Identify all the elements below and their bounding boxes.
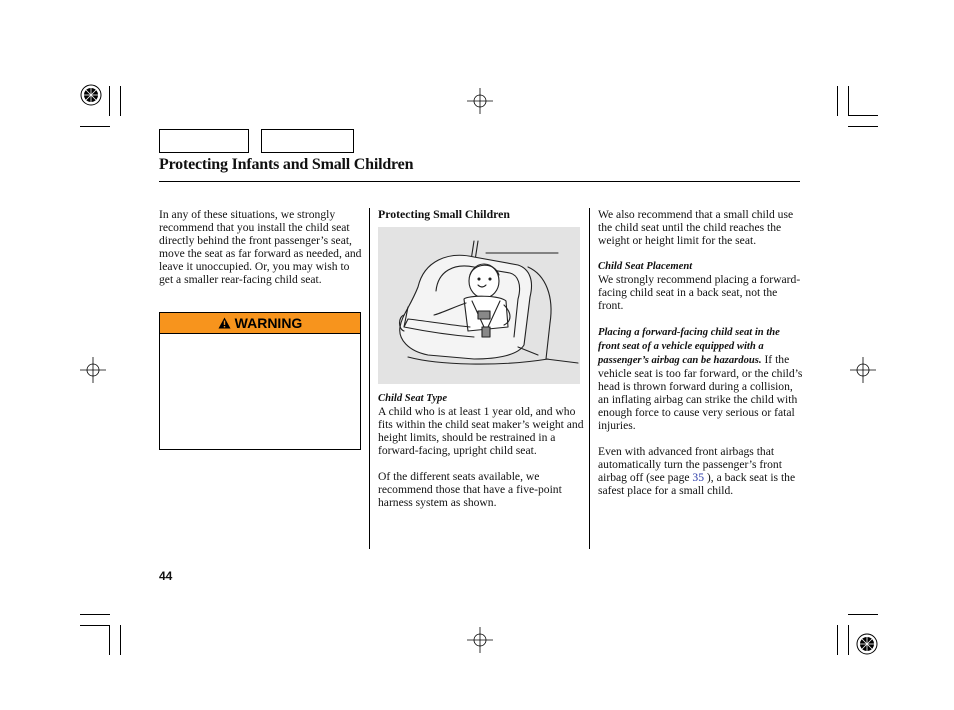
- section-heading: Protecting Small Children: [378, 207, 510, 221]
- crop-mark: [80, 625, 110, 626]
- subheading: Child Seat Type: [378, 393, 448, 404]
- warning-triangle-icon: [218, 317, 231, 329]
- crop-mark: [80, 614, 110, 615]
- crop-mark: [109, 86, 110, 116]
- body-paragraph: [598, 325, 804, 432]
- warning-header: [160, 313, 360, 334]
- crosshair-icon: [467, 627, 493, 653]
- crosshair-icon: [80, 357, 106, 383]
- child-seat-illustration: [378, 227, 580, 384]
- crop-mark: [848, 126, 878, 127]
- column-divider: [589, 208, 590, 549]
- crosshair-icon: [850, 357, 876, 383]
- crop-mark: [848, 86, 849, 116]
- right-column: [598, 208, 804, 510]
- crop-mark: [120, 625, 121, 655]
- body-text: ), a back seat is the safest place for a small child.: [598, 471, 796, 497]
- crop-mark: [848, 614, 878, 615]
- subheading: Child Seat Placement: [598, 261, 693, 272]
- body-text: Even with advanced front airbags that automatically turn the passenger’s front airbag off (see page: [598, 445, 782, 484]
- warning-box: [159, 312, 361, 450]
- crop-mark: [109, 625, 110, 655]
- body-paragraph: We strongly recommend placing a forward-facing child seat in a back seat, not the front.: [598, 273, 801, 312]
- crop-mark: [837, 625, 838, 655]
- body-paragraph: A child who is at least 1 year old, and who fits within the child seat maker’s weight and height limits, should be restrained in a forward-facing, upright child seat.: [378, 405, 584, 457]
- page-number: 44: [159, 569, 173, 583]
- column-divider: [369, 208, 370, 549]
- registration-target-icon: [80, 84, 102, 106]
- crop-mark: [120, 86, 121, 116]
- body-text: If the vehicle seat is too far forward, or the child’s head is thrown forward during a collision, an inflating airbag can strike the child with enough force to cause very serious or fatal injuries.: [598, 353, 803, 432]
- crosshair-icon: [467, 88, 493, 114]
- page-link[interactable]: 35: [692, 471, 705, 484]
- section-tab[interactable]: [159, 129, 249, 153]
- crop-mark: [837, 86, 838, 116]
- body-paragraph: We also recommend that a small child use the child seat until the child reaches the weight or height limit for the seat.: [598, 208, 794, 247]
- registration-target-icon: [856, 633, 878, 655]
- title-rule: [159, 181, 800, 182]
- warning-label: WARNING: [234, 315, 303, 331]
- body-paragraph: [598, 445, 804, 497]
- body-paragraph: In any of these situations, we strongly recommend that you install the child seat directly behind the front passenger’s seat, move the seat as far forward as needed, and leave it unoccupied. Or, you may wish to get a smaller rear-facing child seat.: [159, 208, 362, 286]
- body-paragraph: Of the different seats available, we recommend those that have a five-point harness system as shown.: [378, 470, 562, 509]
- page-title: Protecting Infants and Small Children: [159, 156, 414, 173]
- left-column: [159, 208, 363, 299]
- emphasis-text: Placing a forward-facing child seat in the front seat of a vehicle equipped with a passenger’s airbag can be hazardous.: [598, 327, 780, 366]
- child-in-car-seat-illustration: [378, 227, 580, 384]
- middle-column: [378, 208, 584, 221]
- crop-mark: [848, 625, 849, 655]
- middle-column-lower: [378, 392, 584, 522]
- crop-mark: [80, 126, 110, 127]
- section-tab[interactable]: [261, 129, 354, 153]
- crop-mark: [848, 115, 878, 116]
